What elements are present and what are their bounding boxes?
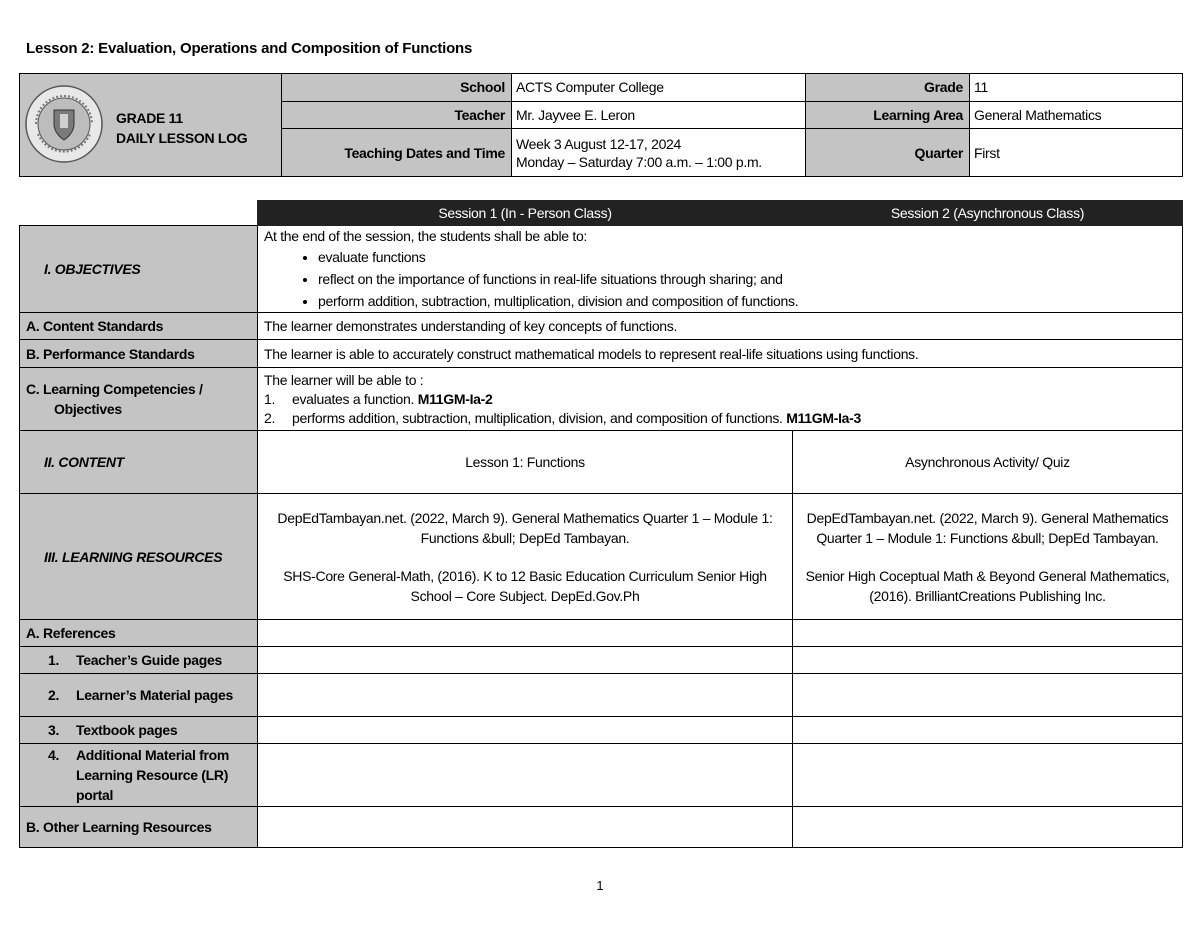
log-heading: DAILY LESSON LOG (116, 130, 248, 146)
content-session-2: Asynchronous Activity/ Quiz (793, 431, 1183, 494)
deped-seal-icon (24, 84, 104, 164)
learning-area-value: General Mathematics (970, 101, 1183, 129)
empty-cell (793, 647, 1183, 674)
learning-area-label: Learning Area (806, 101, 970, 129)
reference-label: Learner’s Material pages (76, 687, 233, 703)
dates-value (512, 129, 806, 177)
empty-cell (258, 674, 793, 717)
objective-item: • evaluate functions (318, 246, 1178, 268)
content-label: II. CONTENT (20, 431, 258, 494)
empty-cell (793, 717, 1183, 744)
empty-cell (793, 674, 1183, 717)
empty-cell (258, 807, 793, 848)
school-value: ACTS Computer College (512, 74, 806, 102)
reference-label: Teacher’s Guide pages (76, 652, 222, 668)
resources-session-2 (793, 494, 1183, 620)
competency-code: M11GM-Ia-2 (417, 390, 493, 407)
performance-standards-text: The learner is able to accurately construct mathematical models to represent real-life situations using functions. (258, 340, 1183, 368)
session-2-header: Session 2 (Asynchronous Class) (793, 201, 1183, 226)
reference-label: Additional Material from Learning Resource (LR) portal (76, 747, 230, 803)
reference-number: 4. (48, 747, 60, 763)
header-logo-cell (20, 74, 282, 177)
dates-label: Teaching Dates and Time (282, 129, 512, 177)
dates-line-2: Monday – Saturday 7:00 a.m. – 1:00 p.m. (516, 153, 762, 170)
performance-standards-label: B. Performance Standards (20, 340, 258, 368)
competencies-label-line-1: C. Learning Competencies / (26, 381, 203, 397)
reference-item-teachers-guide (20, 647, 258, 674)
objectives-intro: At the end of the session, the students shall be able to: (264, 228, 588, 244)
session-1-header: Session 1 (In - Person Class) (258, 201, 793, 226)
content-session-1: Lesson 1: Functions (258, 431, 793, 494)
content-standards-label: A. Content Standards (20, 313, 258, 340)
competencies-intro: The learner will be able to : (264, 371, 424, 388)
competency-code: M11GM-Ia-3 (786, 409, 862, 426)
other-resources-label: B. Other Learning Resources (20, 807, 258, 848)
quarter-value: First (970, 129, 1183, 177)
reference-number: 3. (48, 722, 60, 738)
school-label: School (282, 74, 512, 102)
competencies-label (20, 368, 258, 431)
reference-label: Textbook pages (76, 722, 178, 738)
reference-item-textbook (20, 717, 258, 744)
resources-session-1 (258, 494, 793, 620)
resource-reference: Senior High Coceptual Math & Beyond General Mathematics, (2016). BrilliantCreations Publishing Inc. (805, 567, 1170, 604)
competency-number: 2. (264, 409, 276, 426)
page-number: 1 (596, 878, 604, 893)
competencies-content (258, 368, 1183, 431)
references-session-2 (793, 620, 1183, 647)
blank-corner (20, 201, 258, 226)
document-title: Lesson 2: Evaluation, Operations and Composition of Functions (26, 40, 473, 57)
teacher-value: Mr. Jayvee E. Leron (512, 101, 806, 129)
empty-cell (793, 807, 1183, 848)
grade-label: Grade (806, 74, 970, 102)
empty-cell (793, 744, 1183, 807)
competency-item (264, 390, 1178, 409)
references-label: A. References (20, 620, 258, 647)
content-standards-text: The learner demonstrates understanding of key concepts of functions. (258, 313, 1183, 340)
dates-line-1: Week 3 August 12-17, 2024 (516, 135, 682, 152)
grade-value: 11 (970, 74, 1183, 102)
lesson-log-table (19, 200, 1183, 848)
resource-reference: SHS-Core General-Math, (2016). K to 12 Basic Education Curriculum Senior High School – Core Subject. DepEd.Gov.Ph (283, 567, 767, 604)
competency-item (264, 409, 1178, 428)
objectives-list (264, 246, 1178, 312)
quarter-label: Quarter (806, 129, 970, 177)
header-table (19, 73, 1183, 177)
objectives-content (258, 226, 1183, 313)
teacher-label: Teacher (282, 101, 512, 129)
resource-reference: DepEdTambayan.net. (2022, March 9). General Mathematics Quarter 1 – Module 1: Functions &bull; DepEd Tambayan. (277, 509, 773, 546)
empty-cell (258, 647, 793, 674)
references-session-1 (258, 620, 793, 647)
objectives-label: I. OBJECTIVES (20, 226, 258, 313)
grade-heading: GRADE 11 (116, 110, 183, 126)
reference-item-learners-material (20, 674, 258, 717)
objective-item: • perform addition, subtraction, multiplication, division and composition of functions. (318, 290, 1178, 312)
competencies-label-line-2: Objectives (54, 401, 122, 417)
competency-number: 1. (264, 390, 276, 407)
reference-item-lr-portal (20, 744, 258, 807)
competency-text: performs addition, subtraction, multiplication, division, and composition of functions. (292, 409, 787, 426)
resource-reference: DepEdTambayan.net. (2022, March 9). General Mathematics Quarter 1 – Module 1: Functions &bull; DepEd Tambayan. (806, 509, 1169, 546)
empty-cell (258, 744, 793, 807)
empty-cell (258, 717, 793, 744)
reference-number: 1. (48, 652, 60, 668)
reference-number: 2. (48, 687, 60, 703)
competency-text: evaluates a function. (292, 390, 418, 407)
learning-resources-label: III. LEARNING RESOURCES (20, 494, 258, 620)
objective-item: • reflect on the importance of functions in real-life situations through sharing; and (318, 268, 1178, 290)
